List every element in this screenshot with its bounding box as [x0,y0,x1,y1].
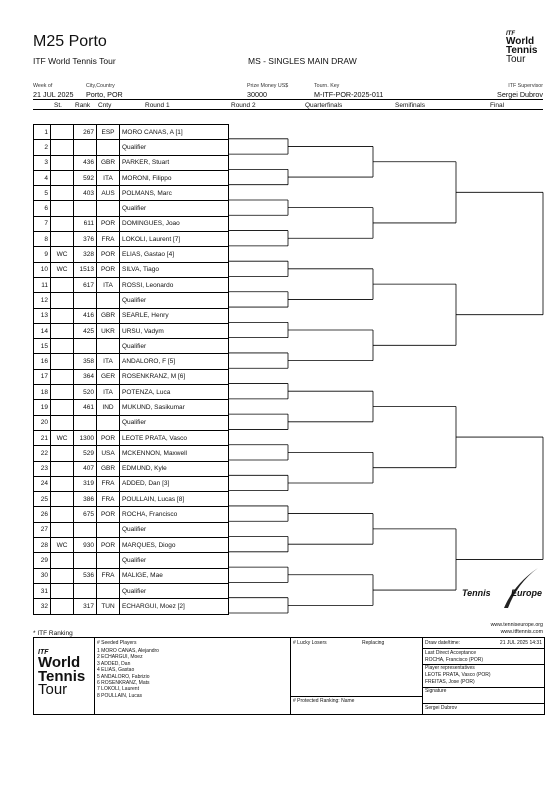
player-rank: 461 [74,400,97,415]
player-name: ELIAS, Gastao [4] [120,247,229,262]
player-country: AUS [97,186,120,201]
col-header-round1: Round 1 [145,102,170,109]
draw-position: 9 [34,247,51,262]
entry-status: WC [51,262,74,277]
seed-entry: 5 ANDALORO, Fabrizio [97,673,150,680]
player-rank: 611 [74,216,97,231]
player-name: ADDED, Dan [3] [120,476,229,491]
player-country: UKR [97,323,120,338]
key-value: M-ITF-POR-2025-011 [314,90,384,99]
col-header-rank: Rank [75,102,91,109]
draw-date-value: 21 JUL 2025 14:31 [499,640,542,646]
draw-date-label: Draw date/time: [425,640,461,646]
lda-value: ROCHA, Francisco (POR) [425,657,484,663]
player-rank: 675 [74,507,97,522]
player-name: POULLAIN, Lucas [8] [120,492,229,507]
player-name: Qualifier [120,293,229,308]
player-name: Qualifier [120,553,229,568]
player-name: ECHARGUI, Moez [2] [120,599,229,614]
player-rank: 1513 [74,262,97,277]
player-name: PARKER, Stuart [120,155,229,170]
player-rank: 319 [74,476,97,491]
player-country: USA [97,446,120,461]
draw-position: 5 [34,186,51,201]
draw-position: 13 [34,308,51,323]
tennis-europe-url: www.tenniseurope.org [490,622,543,628]
player-name: MARQUES, Diogo [120,538,229,553]
player-rank: 416 [74,308,97,323]
player-name: MORONI, Filippo [120,170,229,185]
player-name: MCKENNON, Maxwell [120,446,229,461]
player-name: POTENZA, Luca [120,385,229,400]
player-name: POLMANS, Marc [120,186,229,201]
player-rank: 328 [74,247,97,262]
draw-position: 32 [34,599,51,614]
player-name: SILVA, Tiago [120,262,229,277]
signature-value: Sergei Dubrov [425,705,457,711]
seeded-players-title: # Seeded Players [97,640,137,646]
replacing-label: Replacing [362,640,385,646]
player-rank: 403 [74,186,97,201]
player-country: GBR [97,308,120,323]
player-rank: 358 [74,354,97,369]
draw-position: 23 [34,461,51,476]
player-name: URSU, Vadym [120,323,229,338]
player-rank: 930 [74,538,97,553]
tennis-europe-logo [462,566,542,610]
draw-position: 7 [34,216,51,231]
player-country: FRA [97,232,120,247]
rep-1: LEOTE PRATA, Vasco (POR) [425,672,491,678]
player-rank: 617 [74,277,97,292]
draw-position: 22 [34,446,51,461]
player-country: ITA [97,170,120,185]
col-header-final: Final [490,102,505,109]
player-rank: 536 [74,568,97,583]
footer-panel [33,637,545,715]
tennis-europe-left: Tennis [462,588,491,598]
player-rank: 407 [74,461,97,476]
player-country: POR [97,247,120,262]
player-rank: 1300 [74,430,97,445]
player-country: ITA [97,354,120,369]
protected-ranking-label: # Protected Ranking: Name [293,698,355,704]
player-rank: 529 [74,446,97,461]
player-name: ROSENKRANZ, M [6] [120,369,229,384]
entry-status: WC [51,430,74,445]
player-country: IND [97,400,120,415]
player-rank: 267 [74,125,97,140]
player-country: GBR [97,155,120,170]
player-rank: 364 [74,369,97,384]
draw-position: 10 [34,262,51,277]
week-value: 21 JUL 2025 [33,90,74,99]
seeded-players-list [97,648,159,699]
player-country: POR [97,262,120,277]
player-country: ESP [97,125,120,140]
draw-position: 21 [34,430,51,445]
draw-position: 14 [34,323,51,338]
player-country: POR [97,507,120,522]
col-header-sf: Semifinals [395,102,425,109]
tennis-europe-right: Europe [511,588,543,598]
draw-position: 3 [34,155,51,170]
itf-ranking-note: * ITF Ranking [33,630,73,637]
city-label: City,Country [86,83,115,89]
week-label: Week of [33,83,53,89]
player-name: ROCHA, Francisco [120,507,229,522]
player-name: ANDALORO, F [5] [120,354,229,369]
player-name: DOMINGUES, Joao [120,216,229,231]
draw-position: 28 [34,538,51,553]
city-value: Porto, POR [86,90,123,99]
player-rank: 592 [74,170,97,185]
player-name: ROSSI, Leonardo [120,277,229,292]
seed-entry: 4 ELIAS, Gastao [97,667,135,674]
lucky-losers-label: # Lucky Losers [293,640,327,646]
player-rank: 386 [74,492,97,507]
player-rank: 317 [74,599,97,614]
draw-position: 6 [34,201,51,216]
tournament-title: M25 Porto [33,33,107,50]
draw-position: 25 [34,492,51,507]
player-name: Qualifier [120,201,229,216]
key-label: Tourn. Key [314,83,340,89]
draw-position: 8 [34,232,51,247]
player-name: LOKOLI, Laurent [7] [120,232,229,247]
seed-entry: 7 LOKOLI, Laurent [97,686,139,693]
player-country: ITA [97,277,120,292]
entry-status: WC [51,538,74,553]
player-name: MALIGE, Mae [120,568,229,583]
draw-position: 4 [34,170,51,185]
player-country: GBR [97,461,120,476]
supervisor-value: Sergei Dubrov [497,90,543,99]
player-name: EDMUND, Kyle [120,461,229,476]
seed-entry: 2 ECHARGUI, Moez [97,654,143,661]
player-name: Qualifier [120,522,229,537]
draw-position: 11 [34,277,51,292]
player-country: FRA [97,492,120,507]
seed-entry: 8 POULLAIN, Lucas [97,692,143,699]
player-name: Qualifier [120,339,229,354]
itf-url: www.itftennis.com [500,629,543,635]
rep-2: FREITAS, Jose (POR) [425,679,475,685]
draw-title: MS - SINGLES MAIN DRAW [248,56,357,66]
player-country: POR [97,430,120,445]
prize-label: Prize Money US$ [247,83,289,89]
draw-position: 18 [34,385,51,400]
col-header-cnty: Cnty [98,102,112,109]
player-country: FRA [97,476,120,491]
supervisor-label: ITF Supervisor [508,83,543,89]
draw-position: 24 [34,476,51,491]
draw-position: 27 [34,522,51,537]
draw-position: 26 [34,507,51,522]
seed-entry: 3 ADDED, Dan [97,660,131,667]
draw-position: 15 [34,339,51,354]
player-rank: 436 [74,155,97,170]
prize-value: 30000 [247,90,267,99]
player-country: POR [97,216,120,231]
col-header-qf: Quarterfinals [305,102,343,109]
player-name: LEOTE PRATA, Vasco [120,430,229,445]
player-name: MUKUND, Sasikumar [120,400,229,415]
seed-entry: 6 ROSENKRANZ, Mats [97,679,150,686]
col-header-st: St. [54,102,62,109]
player-country: TUN [97,599,120,614]
player-country: POR [97,538,120,553]
seed-entry: 1 MORO CANAS, Alejandro [97,648,159,654]
player-rank: 520 [74,385,97,400]
draw-position: 30 [34,568,51,583]
itf-footer-logo: ITF World Tennis Tour [38,649,86,699]
player-country: FRA [97,568,120,583]
draw-position: 31 [34,583,51,598]
tour-subtitle: ITF World Tennis Tour [33,56,116,66]
draw-position: 16 [34,354,51,369]
player-name: Qualifier [120,415,229,430]
draw-info [422,638,544,714]
reps-label: Player representatives [425,665,475,671]
player-country: GER [97,369,120,384]
player-name: SEARLE, Henry [120,308,229,323]
col-header-round2: Round 2 [231,102,256,109]
player-rank: 425 [74,323,97,338]
itf-world-tennis-tour-logo: ITF World Tennis Tour [506,31,538,66]
player-country: ITA [97,385,120,400]
draw-position: 20 [34,415,51,430]
entry-status: WC [51,247,74,262]
player-name: Qualifier [120,140,229,155]
draw-position: 2 [34,140,51,155]
player-name: Qualifier [120,583,229,598]
draw-position: 12 [34,293,51,308]
draw-position: 19 [34,400,51,415]
lda-label: Last Direct Acceptance [425,650,477,656]
draw-position: 29 [34,553,51,568]
player-rank: 376 [74,232,97,247]
player-name: MORO CANAS, A [1] [120,125,229,140]
draw-position: 17 [34,369,51,384]
signature-label: Signature [425,688,447,694]
draw-position: 1 [34,125,51,140]
